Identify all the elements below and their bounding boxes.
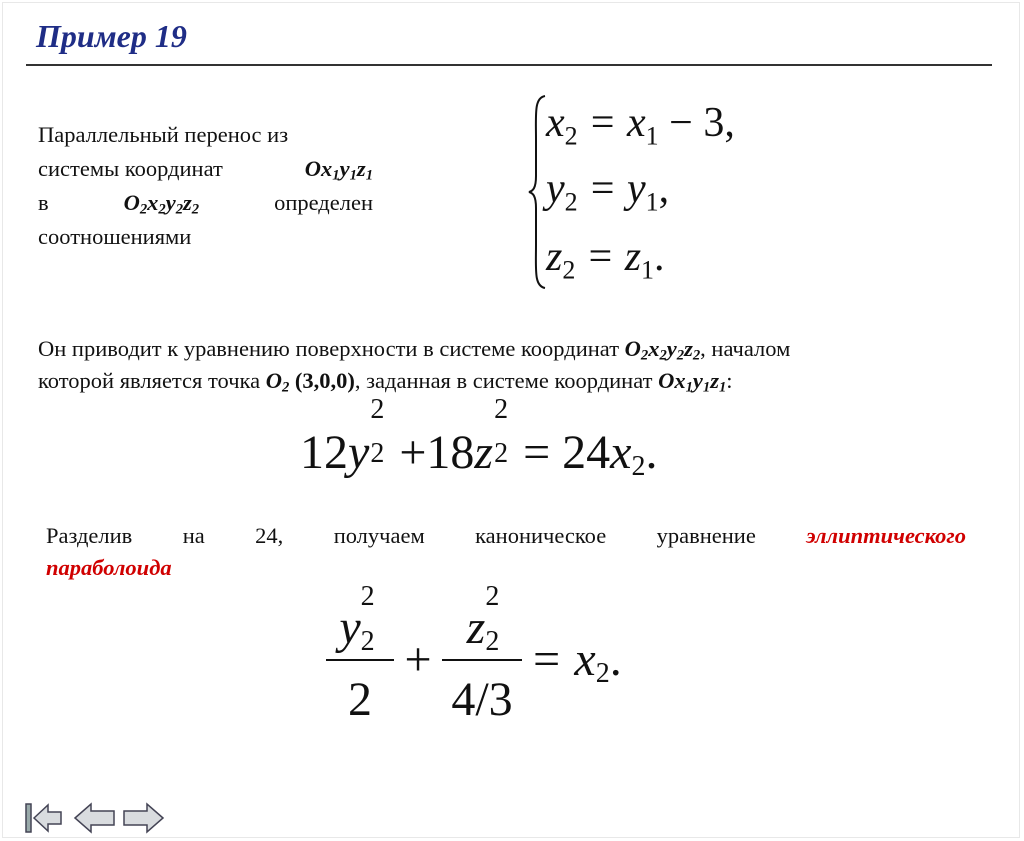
intro-paragraph [38, 118, 373, 254]
p2-point-coords: (3,0,0) [294, 368, 355, 393]
system-brace [528, 94, 548, 290]
back-arrow-icon[interactable] [72, 800, 118, 836]
frac2-denominator: 4/3 [451, 673, 513, 726]
system-ox1y1z1: $Ox_1y_1z_1$ [304, 156, 373, 184]
p3-word: уравнение [656, 523, 756, 548]
p3-word: 24, [255, 523, 284, 548]
p2-text-e: , заданная в системе координат [354, 368, 653, 393]
slide-title: Пример 19 [36, 18, 187, 54]
system-o2x2y2z2: $O_2x_2y_2z_2$ [123, 190, 200, 218]
frac2-bar [442, 659, 522, 661]
p3-word: на [182, 523, 205, 548]
intro-line-4: соотношениями [38, 224, 192, 249]
frac1-denominator: 2 [348, 673, 372, 726]
system-eq-1: x2 = x1 − 3, [546, 100, 735, 151]
p2-text-f: : [726, 368, 733, 393]
forward-arrow-icon[interactable] [120, 800, 166, 836]
p2-system-ox1: $Ox_1y_1z_1$ [658, 368, 727, 396]
p3-word: получаем [333, 523, 425, 548]
system-eq-2: y2 = y1, [546, 166, 670, 217]
intro-line-2: системы координат [38, 156, 223, 181]
p3-highlight-2: параболоида [46, 555, 172, 580]
system-eq-3: z2 = z1. [546, 234, 665, 285]
intro-line-1: Параллельный перенос из [38, 122, 289, 147]
p2-point-o2: $O_2$ [265, 368, 290, 396]
plus-sign: + [404, 633, 432, 686]
p3-word: каноническое [475, 523, 607, 548]
p3-highlight-1: эллиптического [806, 523, 966, 548]
p2-text-c: которой является точка [38, 368, 261, 393]
p2-text-b: , началом [700, 336, 791, 361]
frac1-numerator: y 2 2 [339, 581, 375, 657]
paragraph-canonical [46, 520, 966, 584]
intro-line-3-word: в [38, 190, 49, 215]
paragraph-surface [38, 333, 968, 397]
intro-line-3-tail: определен [274, 190, 373, 215]
canonical-rhs: = x2. [530, 633, 622, 689]
translation-system [528, 94, 788, 290]
frac1-bar [326, 659, 394, 661]
p2-text-a: Он приводит к уравнению поверхности в системе координат [38, 336, 620, 361]
surface-equation: 12y 2 2 +18z 2 2 = 24x2. [300, 394, 658, 482]
p2-system-o2: $O_2x_2y_2z_2$ [624, 336, 701, 364]
title-divider [26, 64, 992, 66]
p3-word: Разделив [46, 523, 133, 548]
first-slide-icon[interactable] [24, 800, 64, 836]
frac2-numerator: z 2 2 [466, 581, 500, 657]
